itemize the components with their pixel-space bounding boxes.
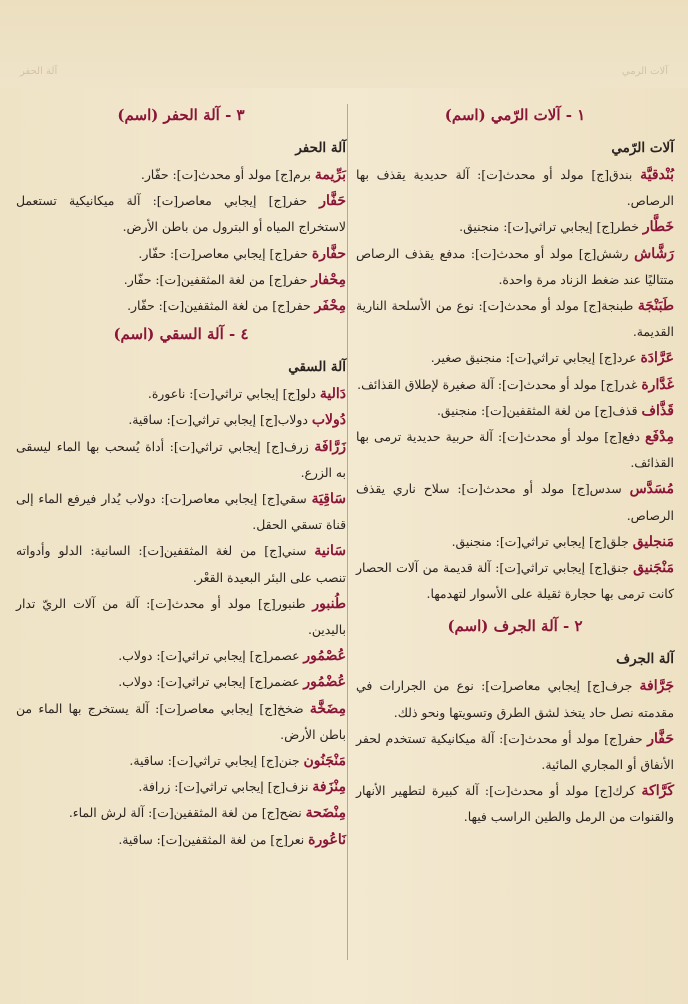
definition: سقي[ج] إيجابي معاصر[ت]: دولاب يُدار فيرفع الماء إلى قناة تسقي الحقل.	[16, 491, 346, 533]
headword: حَفَّار	[319, 193, 346, 210]
definition: سني[ج] من لغة المثقفين[ت]: السانية: الدلو وأدواته تنصب على البئر البعيدة القعْر.	[16, 543, 346, 585]
section-title: ١ - آلات الرّمي (اسم)	[444, 106, 586, 124]
definition: نعر[ج] من لغة المثقفين[ت]: ساقية.	[118, 831, 309, 847]
entry	[356, 673, 674, 725]
running-header-left: آلة الحفر	[20, 66, 58, 77]
headword: جَرَّافة	[639, 678, 674, 695]
headword: قَذَّاف	[641, 402, 674, 419]
headword: دُولاب	[311, 412, 346, 429]
headword: مِحْفَر	[314, 298, 346, 315]
definition: برم[ج] مولد أو محدث[ت]: حفّار.	[140, 167, 315, 182]
entry	[356, 726, 674, 778]
headword: كَرَّاكة	[641, 783, 674, 800]
entry	[16, 538, 346, 590]
headword: حَفَّار	[647, 730, 674, 747]
entry	[16, 267, 346, 293]
entry	[356, 555, 674, 607]
definition: غدر[ج] مولد أو محدث[ت]: آلة صغيرة لإطلاق القذائف.	[357, 376, 642, 392]
definition: دفع[ج] مولد أو محدث[ت]: آلة حربية حديدية ترمى بها القذائف.	[356, 429, 674, 471]
definition: حفر[ج] مولد أو محدث[ت]: آلة ميكانيكية تستخدم لحفر الأنفاق أو المجاري المائية.	[356, 730, 674, 773]
headword: سَاقِيَة	[311, 491, 346, 508]
section-title: ٤ - آلة السقي (اسم)	[113, 325, 249, 344]
entry	[16, 434, 346, 486]
headword: مَنْجَنُون	[303, 753, 346, 770]
left-column	[16, 100, 346, 853]
definition: عرد[ج] إيجابي تراثي[ت]: منجنيق صغير.	[430, 350, 641, 366]
definition: قذف[ج] من لغة المثقفين[ت]: منجنيق.	[436, 402, 642, 418]
entry	[16, 591, 346, 643]
section-subtitle: آلة الجرف	[616, 651, 674, 668]
definition: حفر[ج] إيجابي معاصر[ت]: آلة ميكانيكية تستعمل لاستخراج المياه أو البترول من باطن الأرض.	[16, 193, 346, 235]
entry	[16, 407, 346, 433]
definition: جنن[ج] إيجابي تراثي[ت]: ساقية.	[129, 753, 304, 769]
entry	[16, 643, 346, 669]
entry	[16, 748, 346, 774]
headword: خَطَّار	[642, 219, 674, 236]
entry	[16, 293, 346, 319]
section-4	[16, 319, 346, 853]
headword: مِنْضَحة	[305, 805, 346, 822]
headword: بُنْدقيَّة	[640, 167, 674, 183]
headword: مِضَخَّة	[309, 700, 346, 717]
definition: كرك[ج] مولد أو محدث[ت]: آلة كبيرة لتطهير الأنهار والقنوات من الرمل والطين الراسب فيها.	[356, 783, 674, 825]
section-2	[356, 611, 674, 830]
definition: طنبور[ج] مولد أو محدث[ت]: آلة من آلات الريّ تدار باليدين.	[16, 595, 346, 638]
headword: سَانية	[314, 543, 346, 560]
entry	[356, 345, 674, 371]
definition: حفر[ج] من لغة المثقفين[ت]: حفّار.	[123, 271, 312, 287]
definition: عضمر[ج] إيجابي تراثي[ت]: دولاب.	[118, 674, 304, 690]
entry	[16, 188, 346, 240]
entry	[16, 800, 346, 826]
entry	[16, 162, 346, 188]
entry	[356, 293, 674, 345]
headword: نَاعُورة	[308, 831, 346, 848]
section-title: ٢ - آلة الجرف (اسم)	[447, 617, 583, 636]
section-subtitle: آلات الرّمي	[611, 140, 674, 156]
definition: حفر[ج] إيجابي معاصر[ت]: حفّار.	[138, 245, 312, 261]
definition: دولاب[ج] إيجابي تراثي[ت]: ساقية.	[128, 412, 312, 428]
headword: طُنبور	[312, 595, 346, 612]
headword: دَالية	[319, 386, 346, 403]
definition: رشش[ج] مولد أو محدث[ت]: مدفع يقذف الرصاص متتاليًا عند ضغط الزناد مرة واحدة.	[356, 245, 674, 287]
running-header-right: آلات الرمي	[621, 66, 668, 77]
headword: مِنْزَفة	[312, 779, 346, 796]
entry	[356, 476, 674, 528]
definition: جرف[ج] إيجابي معاصر[ت]: نوع من الجرارات في مقدمته نصل حاد يتخذ لشق الطرق وتسويتها ونحو ذلك.	[356, 678, 674, 720]
section-3	[16, 100, 346, 319]
headword: رَشَّاش	[634, 245, 674, 262]
headword: مِحْفار	[311, 271, 346, 288]
headword: زَرَّافَة	[314, 438, 346, 455]
definition: ضخخ[ج] إيجابي معاصر[ت]: آلة يستخرج بها الماء من باطن الأرض.	[16, 700, 346, 742]
definition: سدس[ج] مولد أو محدث[ت]: سلاح ناري يقذف الرصاص.	[356, 481, 674, 523]
headword: حفَّارة	[311, 245, 346, 262]
running-header	[20, 66, 668, 84]
entry	[356, 398, 674, 424]
headword: بَرِّيمة	[314, 167, 346, 183]
definition: زرف[ج] إيجابي تراثي[ت]: أداة يُسحب بها الماء ليسقى به الزرع.	[16, 438, 346, 480]
entry	[16, 381, 346, 407]
definition: جلق[ج] إيجابي تراثي[ت]: منجنيق.	[451, 533, 633, 549]
definition: نضح[ج] من لغة المثقفين[ت]: آلة لرش الماء.	[68, 805, 306, 821]
headword: مَنجليق	[632, 533, 674, 550]
definition: خطر[ج] إيجابي تراثي[ت]: منجنيق.	[459, 219, 643, 235]
section-subtitle: آلة الحفر	[295, 140, 346, 156]
headword: عُضْمُور	[303, 674, 346, 691]
definition: طبنجة[ج] مولد أو محدث[ت]: نوع من الأسلحة النارية القديمة.	[356, 298, 674, 340]
section-1	[356, 100, 674, 607]
entry	[356, 372, 674, 398]
entry	[356, 214, 674, 240]
definition: حفر[ج] من لغة المثقفين[ت]: حفّار.	[127, 298, 315, 314]
entry	[16, 827, 346, 853]
headword: مِدْفَع	[645, 429, 674, 446]
definition: بندق[ج] مولد أو محدث[ت]: آلة حديدية يقذف بها الرصاص.	[356, 167, 674, 209]
definition: دلو[ج] إيجابي تراثي[ت]: ناعورة.	[147, 386, 320, 402]
headword: مَنْجَنيق	[633, 560, 674, 577]
headword: عَرَّادَة	[640, 350, 674, 367]
headword: مُسَدَّس	[629, 481, 674, 498]
section-title: ٣ - آلة الحفر (اسم)	[117, 106, 245, 124]
entry	[356, 529, 674, 555]
definition: عصمر[ج] إيجابي تراثي[ت]: دولاب.	[118, 648, 304, 664]
entry	[356, 778, 674, 830]
column-divider	[347, 104, 348, 960]
definition: جنق[ج] إيجابي تراثي[ت]: آلة قديمة من آلات الحصار كانت ترمى بها حجارة ثقيلة على الأسوار لتهدمها.	[356, 560, 674, 602]
entry	[16, 669, 346, 695]
entry	[16, 774, 346, 800]
entry	[16, 696, 346, 748]
definition: نزف[ج] إيجابي تراثي[ت]: زرافة.	[138, 779, 313, 795]
right-column	[356, 100, 674, 831]
entry	[356, 162, 674, 214]
headword: عُصْمُور	[303, 648, 346, 665]
entry	[356, 424, 674, 476]
entry	[356, 241, 674, 293]
entry	[16, 241, 346, 267]
headword: طَبَنْجَة	[637, 298, 674, 315]
entry	[16, 486, 346, 538]
headword: غَدَّارة	[641, 376, 674, 393]
section-subtitle: آلة السقي	[288, 359, 346, 376]
